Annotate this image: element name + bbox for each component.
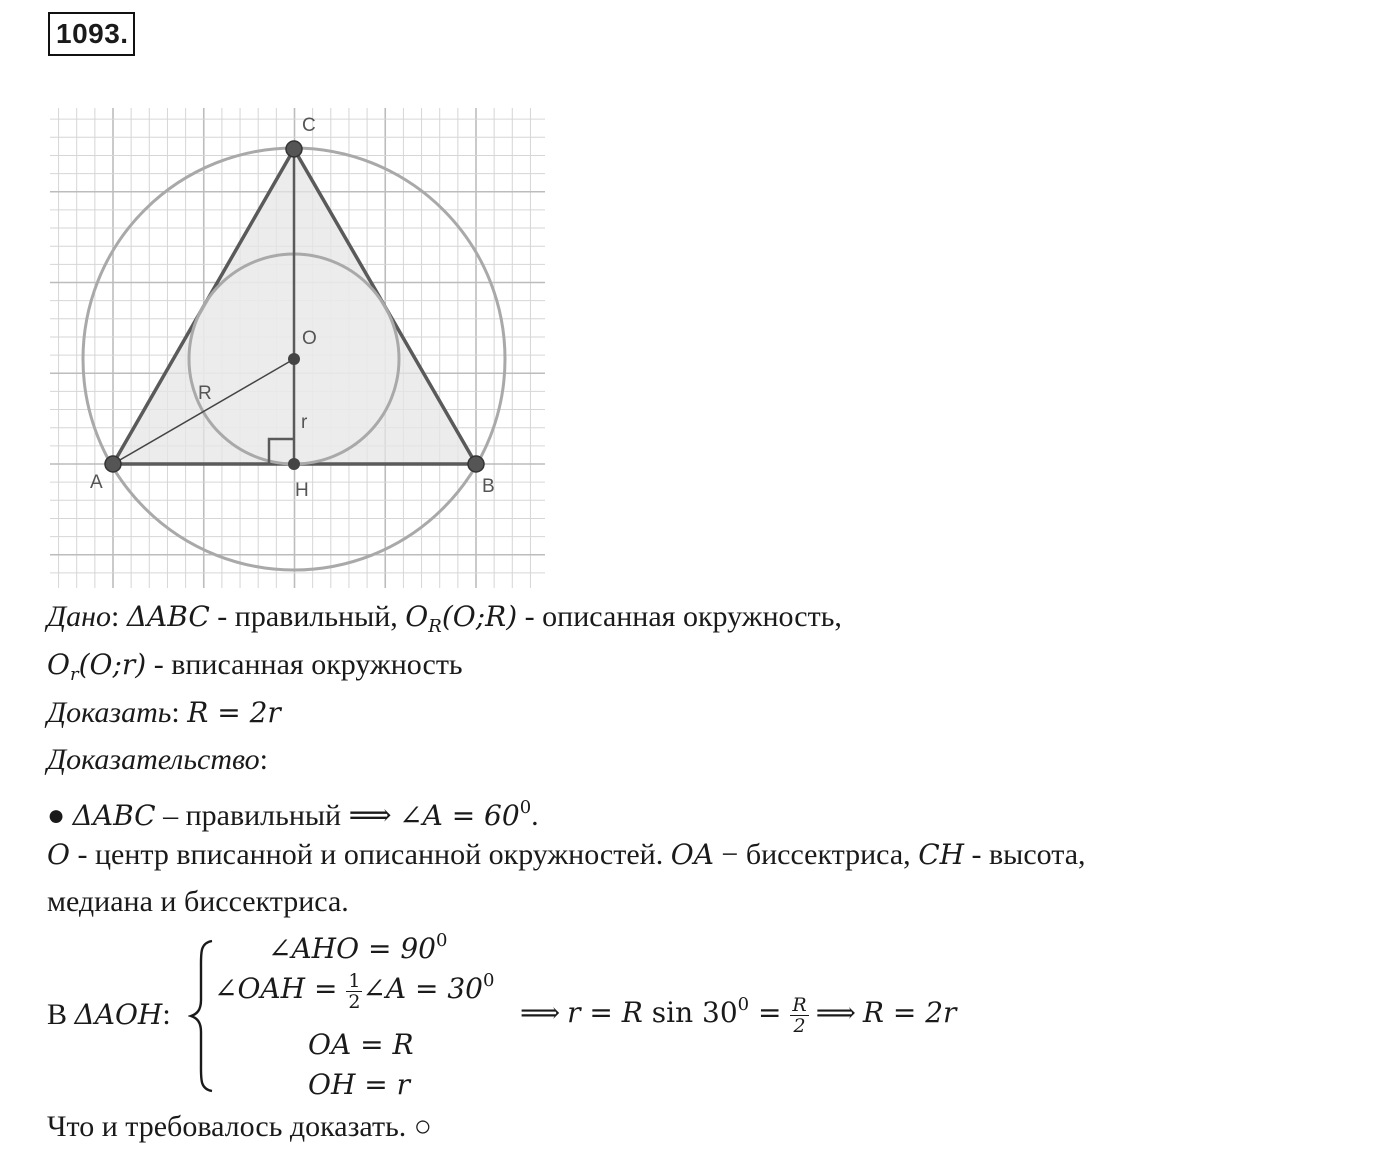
result-arrow-2: ⟹ — [808, 998, 863, 1029]
circ-R-sub: R — [428, 616, 442, 637]
eq-3 — [308, 1028, 414, 1062]
prove-statement: R = 2r — [187, 696, 281, 729]
label-a: A — [90, 472, 103, 493]
step2-O: O — [47, 838, 70, 871]
conclusion: Что и требовалось доказать. ○ — [47, 1110, 432, 1143]
circ-R-letter: O — [405, 600, 429, 633]
given-triangle: ΔABC — [126, 600, 210, 633]
eq1-sup: 0 — [435, 930, 448, 951]
given-text-1: - правильный, — [209, 600, 406, 633]
system-prefix — [47, 996, 171, 1034]
circ-r-letter: O — [47, 648, 70, 681]
bullet: ● — [47, 799, 66, 832]
label-small-r: r — [301, 412, 308, 433]
given-text-2: - описанная окружность, — [517, 600, 842, 633]
result-r: r = R — [567, 996, 643, 1029]
result-eq: = — [749, 996, 791, 1029]
eq1-text: ∠AHO = 90 — [268, 932, 436, 965]
result-final: R = 2r — [862, 996, 957, 1029]
result-fraction — [790, 995, 808, 1036]
given-label: Дано — [47, 600, 111, 633]
step1-text: – правильный ⟹ — [155, 799, 400, 832]
result-frac-den: 2 — [793, 1015, 806, 1038]
circ-R-args: (O;R) — [441, 600, 518, 633]
proof-step-1 — [47, 789, 539, 835]
circ-r-sub: r — [69, 664, 79, 685]
step1-triangle: ΔABC — [72, 799, 156, 832]
geometry-figure — [40, 100, 560, 595]
eq-2 — [214, 970, 494, 1012]
label-o: O — [302, 328, 317, 349]
step1-angle: ∠A = 60 — [399, 799, 520, 832]
proof-step-3: медиана и биссектриса. — [47, 885, 349, 918]
prove-line: Доказать: R = 2r — [47, 696, 281, 729]
result-arrow-1: ⟹ — [520, 998, 568, 1029]
eq2-right: ∠A = 30 — [362, 972, 483, 1005]
eq2-fraction — [346, 971, 362, 1012]
point-a — [105, 456, 121, 472]
result-frac-num: R — [792, 994, 807, 1017]
label-big-r: R — [198, 383, 212, 404]
eq2-left: ∠OAH = — [214, 972, 347, 1005]
given-line-2 — [47, 646, 463, 694]
step2-text-2: − биссектриса, — [713, 838, 919, 871]
eq4-text: OH = r — [308, 1068, 411, 1101]
eq2-sup: 0 — [483, 970, 495, 991]
result-sup: 0 — [737, 994, 750, 1015]
problem-number: 1093. — [48, 12, 135, 56]
system-brace — [188, 938, 218, 1094]
point-o — [288, 353, 300, 365]
label-b: B — [482, 476, 495, 497]
proof-heading: Доказательство: — [47, 743, 268, 776]
given-text-3: - вписанная окружность — [146, 648, 463, 681]
circ-r-args: (O;r) — [78, 648, 147, 681]
proof-label: Доказательство — [47, 743, 260, 776]
step2-text-1: - центр вписанной и описанной окружностей. — [69, 838, 671, 871]
step1-sup: 0 — [519, 797, 532, 818]
proof-step-2 — [47, 836, 1086, 874]
eq-4 — [308, 1068, 410, 1102]
label-c: C — [302, 115, 316, 136]
eq-1 — [268, 930, 447, 966]
system-triangle: ΔAOH — [74, 998, 163, 1031]
system-prefix-text: В — [47, 998, 75, 1031]
given-line-1: Дано: ΔABC - правильный, $O_R(O;R)$ - описанная окружность, — [47, 600, 842, 637]
point-h — [288, 458, 300, 470]
point-b — [468, 456, 484, 472]
result-line — [520, 994, 956, 1036]
step1-end: . — [531, 799, 539, 832]
eq2-frac-num: 1 — [348, 970, 361, 993]
step2-OA: OA — [670, 838, 714, 871]
prove-label: Доказать — [47, 696, 172, 729]
eq3-text: OA = R — [308, 1028, 414, 1061]
eq2-frac-den: 2 — [348, 991, 361, 1014]
step2-text-3: - высота, — [964, 838, 1086, 871]
label-h: H — [295, 480, 309, 501]
step2-CH: CH — [918, 838, 965, 871]
result-sin: sin 30 — [642, 996, 738, 1029]
system-colon: : — [162, 998, 171, 1031]
point-c — [286, 141, 302, 157]
